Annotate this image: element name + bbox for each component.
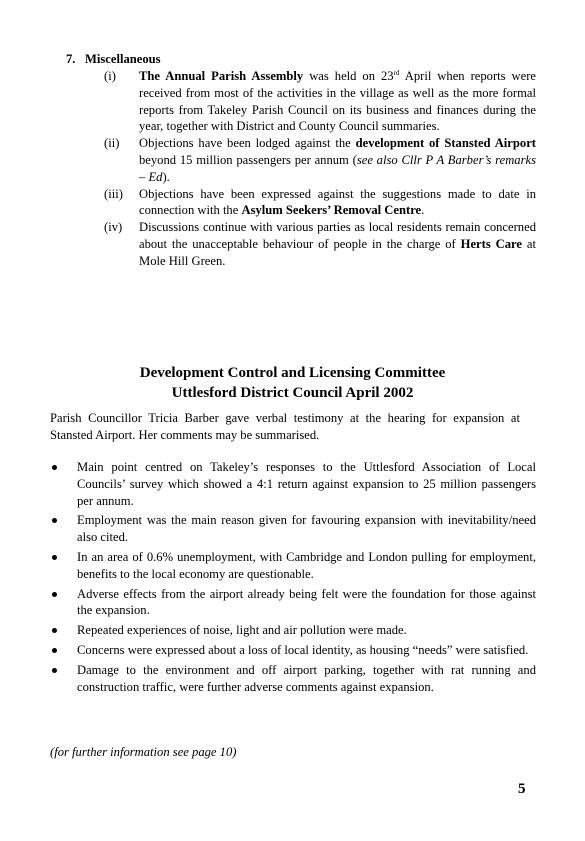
item-text-part: April when reports were received from most of the activities in the village as well as the more formal reports from Takeley Parish Council on its business and finances during the year, together with District and County Council summaries. xyxy=(139,69,536,134)
item-bold-text: Asylum Seekers’ Removal Centre xyxy=(241,203,422,218)
ordinal-suffix: rd xyxy=(393,68,400,77)
item-text-part: . xyxy=(421,203,425,218)
bullet-icon xyxy=(52,648,57,653)
item-bold-text: development of Stansted Airport xyxy=(355,136,536,151)
bullet-icon xyxy=(52,518,57,523)
item-numeral: (ii) xyxy=(104,136,120,151)
bullet-text: Repeated experiences of noise, light and air pollution were made. xyxy=(77,623,407,638)
page-number: 5 xyxy=(518,781,526,797)
list-item xyxy=(66,68,536,135)
item-italic-text: see also Cllr P A Barber’s remarks – Ed xyxy=(139,152,536,184)
item-text-part: beyond 15 million passengers per annum ( xyxy=(139,152,357,167)
bullet-icon xyxy=(52,592,57,597)
item-text-part: was held on 23 xyxy=(303,69,394,83)
item-numeral: (iii) xyxy=(104,186,123,201)
list-item xyxy=(66,135,536,185)
section-number: 7. xyxy=(66,52,76,66)
bullet-item xyxy=(50,642,536,659)
bullet-text: Damage to the environment and off airport parking, together with rat running and construction traffic, were further adverse comments against expansion. xyxy=(77,662,536,694)
item-bold-lead: The Annual Parish Assembly xyxy=(139,69,304,83)
bullet-text: Employment was the main reason given for favouring expansion with inevitability/need also cited. xyxy=(77,513,536,545)
item-text-part: at Mole Hill Green. xyxy=(139,236,536,268)
footnote: (for further information see page 10) xyxy=(50,745,237,759)
bullet-text: Concerns were expressed about a loss of local identity, as housing “needs” were satisfied. xyxy=(77,642,529,657)
committee-title-line-1: Development Control and Licensing Committee xyxy=(139,365,446,382)
item-text-part: Objections have been lodged against the xyxy=(139,136,356,151)
item-text xyxy=(139,186,536,220)
item-text-part: Objections have been expressed against the suggestions made to date in connection with the xyxy=(139,186,536,218)
bullet-item xyxy=(50,549,536,583)
committee-title-line-2: Uttlesford District Council April 2002 xyxy=(171,385,414,402)
item-bold-text: Herts Care xyxy=(460,236,522,251)
bullet-item xyxy=(50,586,536,620)
bullet-icon xyxy=(52,465,57,470)
summary-bullet-list xyxy=(50,459,536,698)
item-text xyxy=(139,135,536,185)
item-text-part: ). xyxy=(162,169,170,184)
bullet-item xyxy=(50,512,536,546)
list-item xyxy=(66,186,536,220)
item-numeral: (iv) xyxy=(104,220,123,235)
list-item xyxy=(66,219,536,269)
item-text xyxy=(139,219,536,269)
section-heading-text: Miscellaneous xyxy=(85,52,161,66)
item-text xyxy=(139,68,536,135)
committee-title xyxy=(0,363,585,403)
item-numeral: (i) xyxy=(104,69,116,83)
bullet-icon xyxy=(52,668,57,673)
bullet-icon xyxy=(52,555,57,560)
miscellaneous-section xyxy=(66,51,536,270)
bullet-icon xyxy=(52,628,57,633)
bullet-item xyxy=(50,459,536,509)
section-heading xyxy=(66,51,536,68)
bullet-text: Main point centred on Takeley’s responses to the Uttlesford Association of Local Councils’ survey which showed a 4:1 return against expansion to 25 million passengers per annum. xyxy=(77,460,536,508)
bullet-text: In an area of 0.6% unemployment, with Cambridge and London pulling for employment, benefits to the local economy are questionable. xyxy=(77,549,536,581)
item-text-part: Discussions continue with various parties as local residents remain concerned about the unacceptable behaviour of people in the charge of xyxy=(139,220,536,251)
bullet-item xyxy=(50,622,536,639)
bullet-text: Adverse effects from the airport already being felt were the foundation for those against the expansion. xyxy=(77,586,536,618)
intro-paragraph: Parish Councillor Tricia Barber gave verbal testimony at the hearing for expansion at Stansted Airport. Her comments may be summarised. xyxy=(50,411,520,442)
miscellaneous-list xyxy=(66,68,536,270)
bullet-item xyxy=(50,662,536,696)
